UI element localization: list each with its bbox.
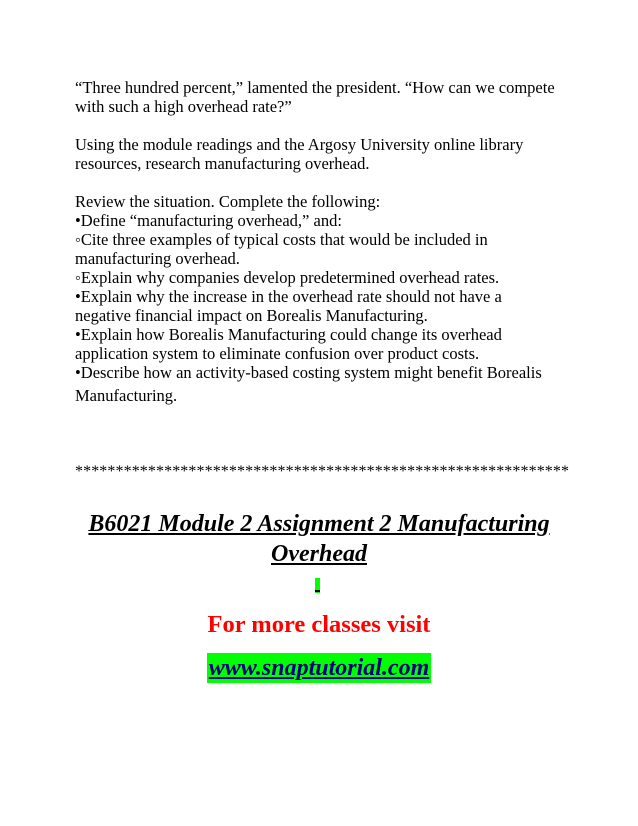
tasks-paragraph [75,192,575,405]
instructions-paragraph [75,135,575,173]
task-line: ◦Explain why companies develop predetermined overhead rates. [75,268,500,287]
underline-marker [315,590,320,592]
task-line: manufacturing overhead. [75,249,240,268]
website-link[interactable]: www.snaptutorial.com [208,655,430,681]
task-line: •Explain how Borealis Manufacturing could change its overhead [75,325,502,344]
separator-line: ************************************************************* [75,463,570,480]
assignment-title-line-2: Overhead [271,541,367,567]
task-line: Manufacturing. [75,386,178,405]
tasks-lead: Review the situation. Complete the following: [75,192,381,211]
intro-line: “Three hundred percent,” lamented the president. “How can we compete [75,78,555,97]
assignment-title-line-1: B6021 Module 2 Assignment 2 Manufacturing [88,511,550,537]
task-line: •Define “manufacturing overhead,” and: [75,211,342,230]
promo-text: For more classes visit [207,611,431,638]
task-line: ◦Cite three examples of typical costs that would be included in [75,230,488,249]
instructions-line: Using the module readings and the Argosy University online library [75,135,524,154]
instructions-line: resources, research manufacturing overhead. [75,154,370,173]
task-line: negative financial impact on Borealis Manufacturing. [75,306,428,325]
task-line: •Describe how an activity-based costing system might benefit Borealis [75,363,542,382]
task-line: •Explain why the increase in the overhead rate should not have a [75,287,502,306]
intro-line: with such a high overhead rate?” [75,97,292,116]
promo-link-container [0,653,638,683]
intro-paragraph [75,78,575,116]
assignment-body [75,78,575,405]
task-line: application system to eliminate confusion over product costs. [75,344,480,363]
